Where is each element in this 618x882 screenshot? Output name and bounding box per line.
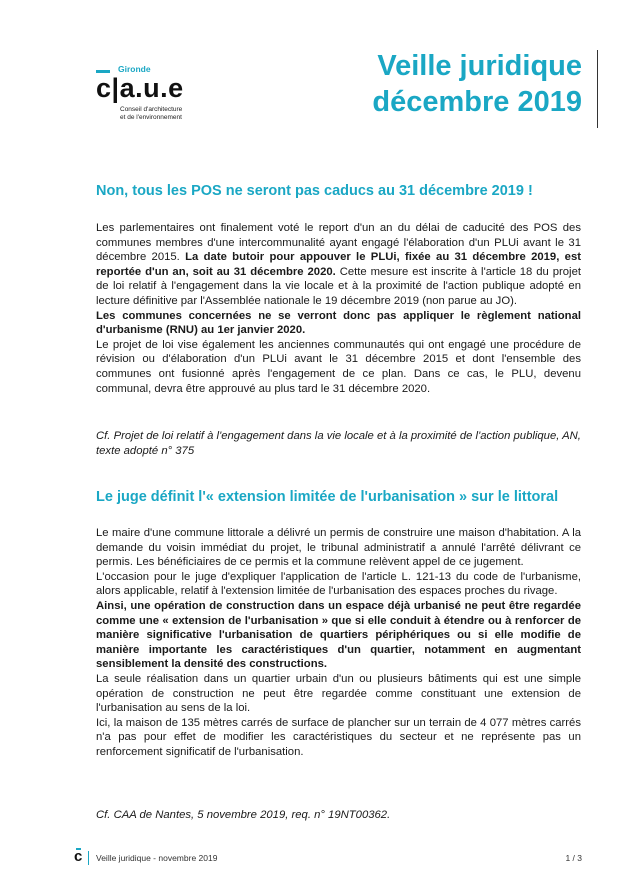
section2-body: [96, 526, 581, 760]
section1-p1-bold: La date butoir pour appouver le PLUi, fixée au 31 décembre 2019, est reportée d'un an, soit au 31 décembre 2020.: [96, 251, 581, 278]
page-title-line2: décembre 2019: [372, 86, 582, 118]
page-title: [372, 48, 582, 120]
logo-region: Gironde: [118, 64, 151, 74]
section2-reference: Cf. CAA de Nantes, 5 novembre 2019, req. n° 19NT00362.: [96, 809, 391, 821]
logo-subtitle-line2: et de l'environnement: [120, 114, 182, 121]
logo-subtitle: [120, 106, 210, 122]
section2-paragraph-1: Le maire d'une commune littorale a délivré un permis de construire une maison d'habitation. A la demande du voisin immédiat du projet, le tribunal administratif a annulé l'arrêté délivrant ce permis. Les bénéficiaires de ce permis et la commune relèvent appel de ce jugement.: [96, 527, 581, 569]
section2-paragraph-2: L'occasion pour le juge d'expliquer l'application de l'article L. 121-13 du code de l'urbanisme, alors applicable, relatif à l'extension limitée de l'urbanisation des espaces proches du rivage.: [96, 570, 581, 598]
section1-paragraph-2: Les communes concernées ne se verront donc pas appliquer le règlement national d'urbanisme (RNU) au 1er janvier 2020.: [96, 309, 581, 337]
section1-body: [96, 221, 581, 396]
section1-heading: Non, tous les POS ne seront pas caducs au 31 décembre 2019 !: [96, 183, 533, 199]
title-divider: [597, 50, 598, 128]
section1-p1-text-c: Cette mesure est inscrite à l'article 18 du projet de loi relatif à l'engagement dans la vie locale et à la proximité de l'action publique adopté en lecture définitive par l'Assemblée nationale le 19 décembre 2019 (non parue au JO).: [96, 265, 581, 307]
section1-paragraph-1: [96, 221, 581, 309]
section2-paragraph-3: Ainsi, une opération de construction dans un espace déjà urbanisé ne peut être regardée comme une « extension de l'urbanisation » que si elle conduit à étendre ou à renforcer de manière significative l'urbanisation de quartiers périphériques ou si elle modifie de manière importante les caractéristiques d'un quartier, notamment en augmentant sensiblement la densité des constructions.: [96, 599, 581, 671]
section1-p1-text-a: Les parlementaires ont finalement voté le report d'un an du délai de caducité des POS des communes membres d'une intercommunalité ayant engagé l'élaboration d'un PLUi avant le 31 décembre 2015.: [96, 222, 581, 264]
section2-heading: Le juge définit l'« extension limitée de l'urbanisation » sur le littoral: [96, 489, 559, 505]
footer-logo-mark: c: [74, 848, 83, 865]
page-title-line1: Veille juridique: [377, 50, 582, 82]
section2-paragraph-5: Ici, la maison de 135 mètres carrés de surface de plancher sur un terrain de 4 077 mètres carrés n'a pas pour effet de modifier les caractéristiques du secteur et ne représente pas un renforcement significatif de l'urbanisation.: [96, 716, 581, 758]
footer-page-number: 1 / 3: [565, 853, 582, 863]
section1-reference: Cf. Projet de loi relatif à l'engagement dans la vie locale et à la proximité de l'action publique, AN, texte adopté n° 375: [96, 430, 581, 457]
footer-label: Veille juridique - novembre 2019: [96, 853, 218, 863]
logo-mark: c|a.u.e: [96, 73, 184, 103]
page-footer: [70, 849, 582, 869]
section1-paragraph-3: Le projet de loi vise également les anciennes communautés qui ont engagé une procédure de révision ou d'élaboration d'un PLUi avant le 31 décembre 2015 et dont l'ensemble des communes ont fusionné après l'engagement de ce plan. Dans ce cas, le PLU, devenu communal, devra être approuvé au plus tard le 31 décembre 2020.: [96, 338, 581, 395]
footer-separator: [88, 851, 89, 865]
section2-paragraph-4: La seule réalisation dans un quartier urbain d'un ou plusieurs bâtiments qui est une simple opération de construction ne peut être regardée comme constituant une extension de l'urbanisation au sens de la loi.: [96, 672, 581, 715]
logo-subtitle-line1: Conseil d'architecture: [120, 106, 183, 113]
